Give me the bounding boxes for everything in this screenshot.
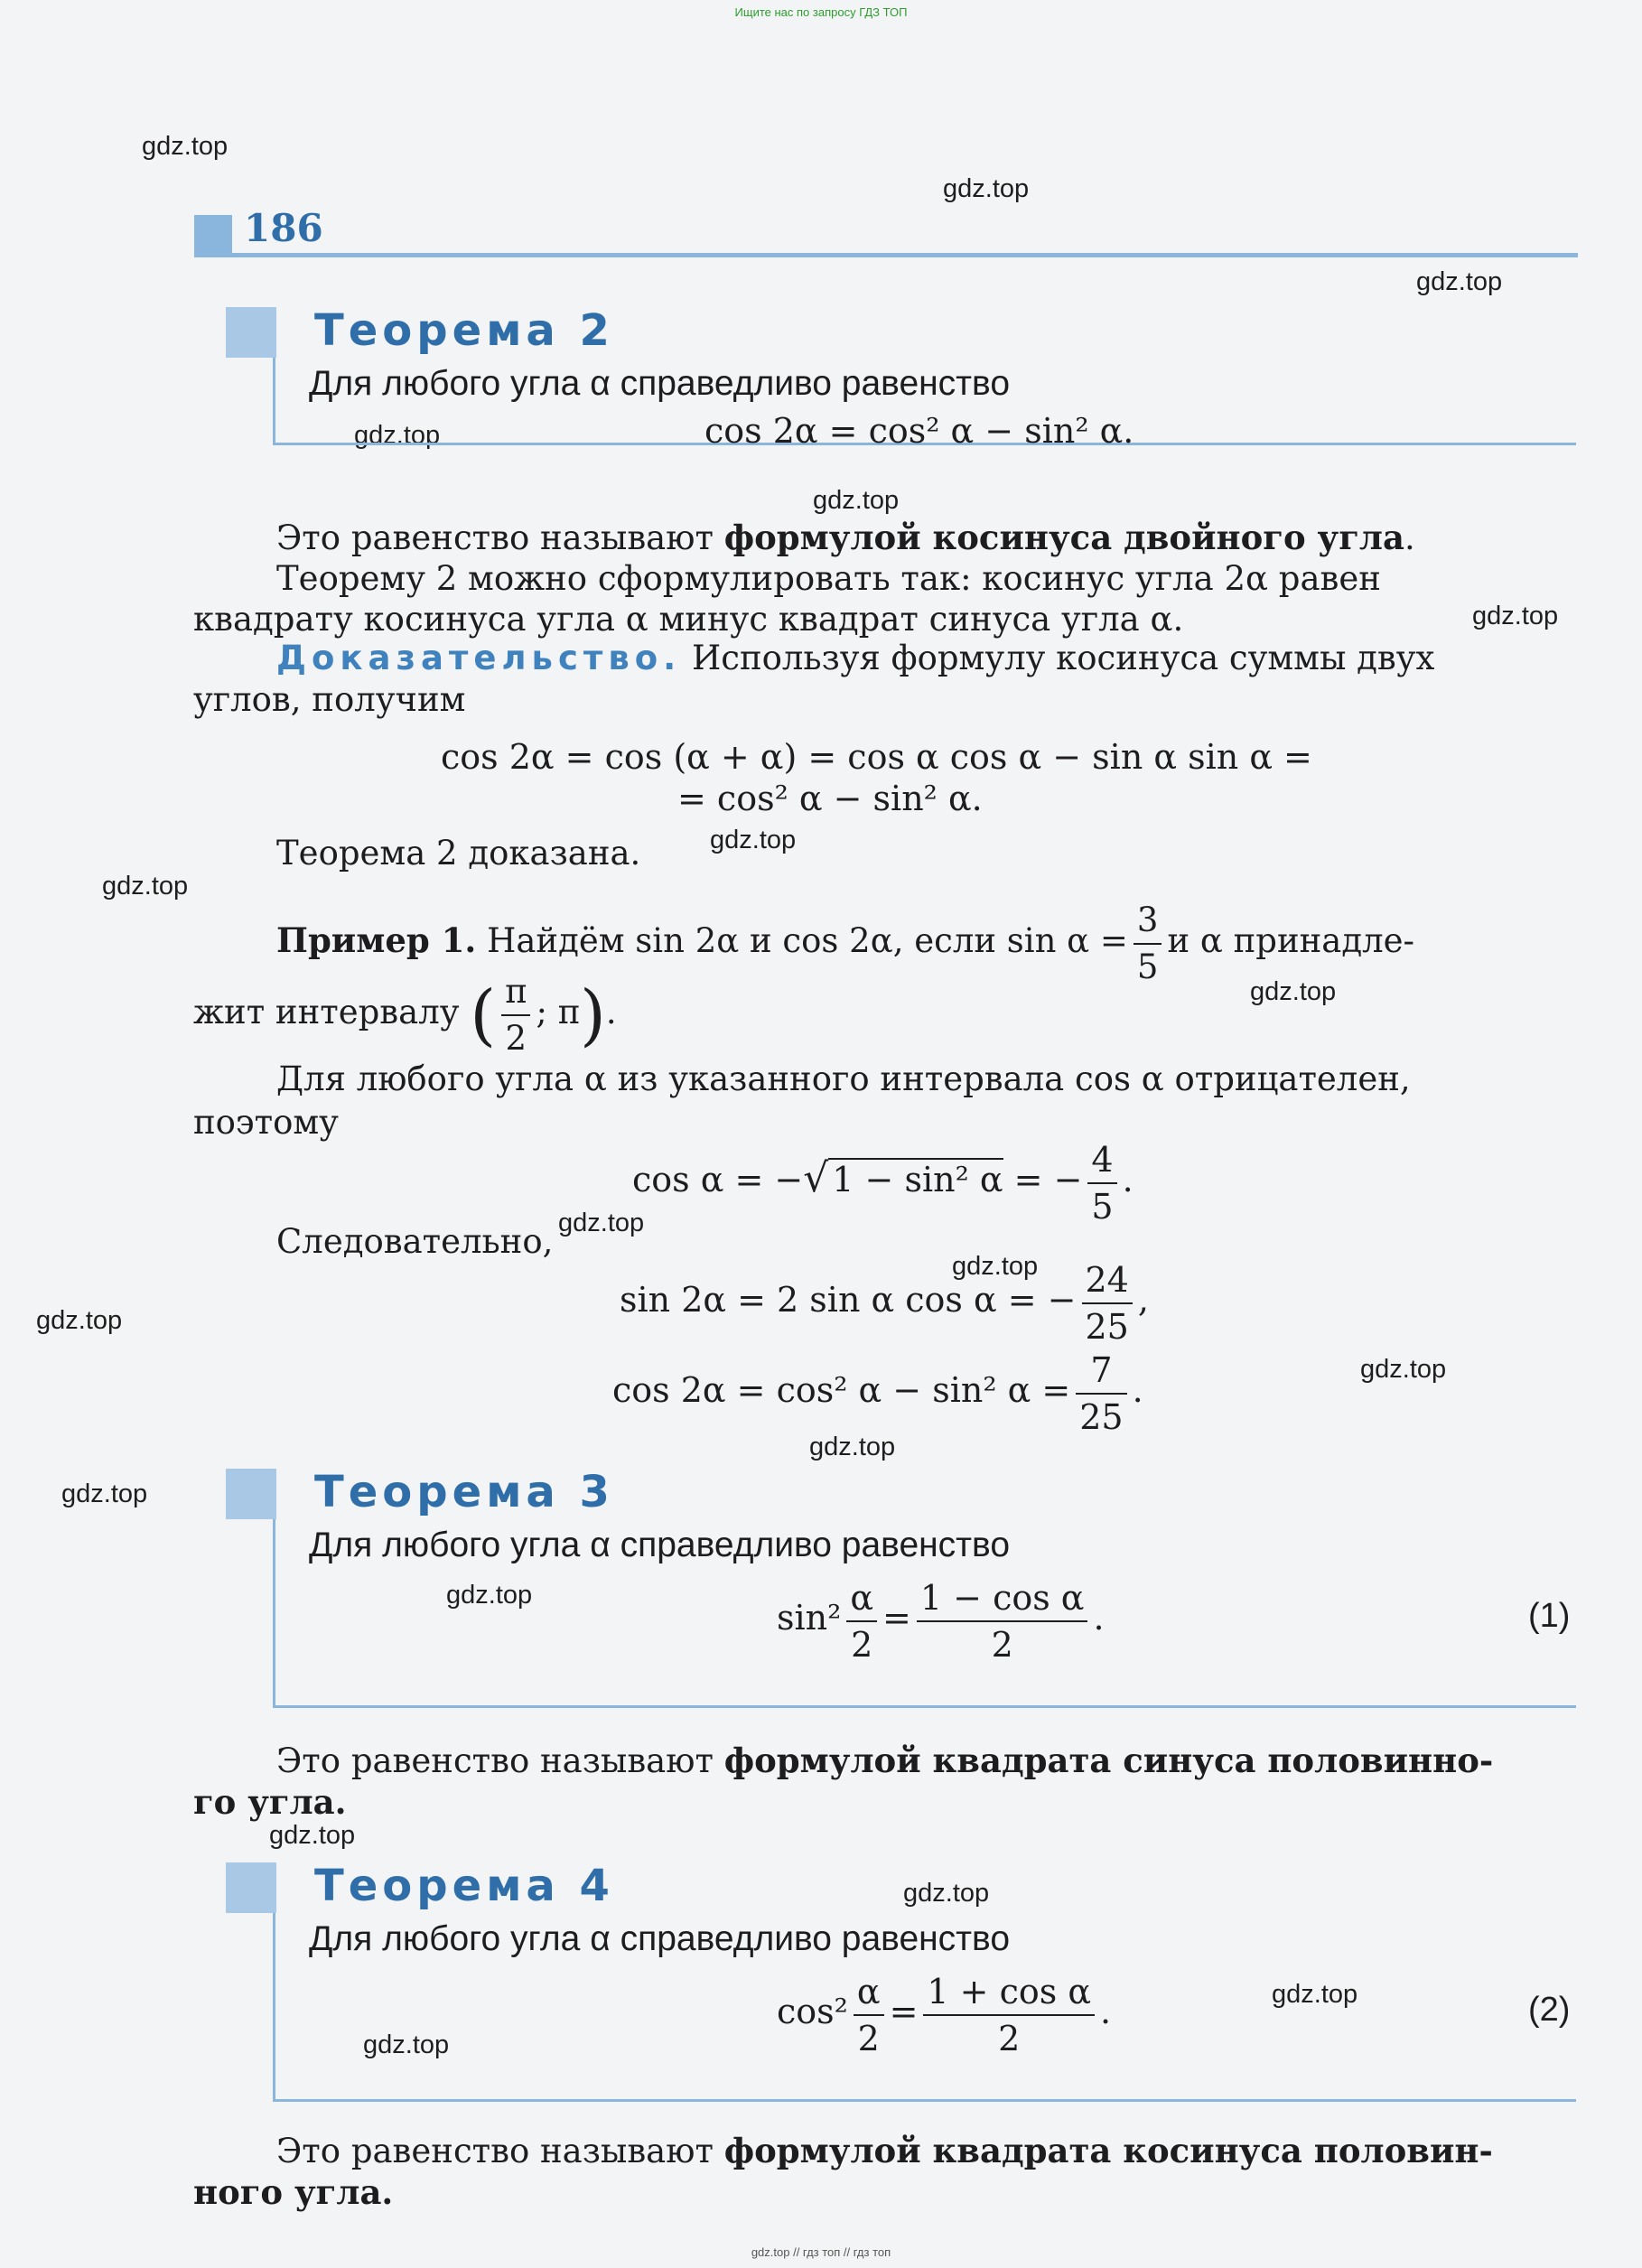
text: cos α = − [632, 1160, 804, 1199]
watermark: gdz.top [269, 1821, 356, 1850]
sin2-formula [620, 1250, 1149, 1349]
watermark: gdz.top [1360, 1355, 1447, 1384]
denominator: 25 [1079, 1396, 1124, 1437]
sqrt-content: 1 − sin² α [828, 1158, 1003, 1199]
equation-number: (1) [1528, 1597, 1571, 1635]
text: Это равенство называют [276, 518, 724, 557]
text: sin² [777, 1598, 842, 1638]
text: . [1093, 1598, 1105, 1638]
fraction [917, 1575, 1088, 1667]
fraction [846, 1575, 877, 1667]
text: . [1404, 518, 1415, 557]
watermark: gdz.top [1250, 977, 1337, 1006]
numerator: 3 [1134, 898, 1162, 945]
equation-number: (2) [1528, 1991, 1571, 2029]
proof-label: Доказательство. [276, 639, 682, 677]
denominator: 2 [991, 1624, 1013, 1665]
text: жит интервалу [193, 993, 460, 1031]
text: = [882, 1598, 911, 1638]
numerator: 1 − cos α [917, 1575, 1088, 1622]
cos-formula [632, 1129, 1134, 1229]
text: Найдём sin 2α и cos 2α, если sin α = [476, 921, 1128, 960]
watermark: gdz.top [1472, 602, 1559, 630]
cos2-formula [612, 1340, 1143, 1440]
numerator: 1 + cos α [923, 1969, 1095, 2016]
term: формулой косинуса двойного угла [723, 518, 1404, 557]
watermark: gdz.top [710, 826, 797, 854]
bracket: ( [470, 975, 497, 1054]
fraction [501, 969, 530, 1061]
watermark: gdz.top [1272, 1980, 1358, 2009]
denominator: 25 [1085, 1306, 1129, 1347]
watermark: gdz.top [61, 1479, 148, 1508]
fraction [1076, 1348, 1126, 1440]
paragraph-line: поэтому [193, 1103, 339, 1142]
paragraph-line: Следовательно, [276, 1222, 554, 1261]
term: формулой квадрата синуса половинно- [723, 1741, 1494, 1780]
term: формулой квадрата косинуса половин- [723, 2131, 1493, 2170]
numerator: π [501, 969, 530, 1016]
watermark: gdz.top [903, 1879, 990, 1908]
text: и α принадле- [1167, 921, 1415, 960]
fraction [923, 1969, 1095, 2061]
text: . [605, 993, 617, 1031]
watermark: gdz.top [354, 421, 441, 450]
page-marker [194, 215, 232, 253]
theorem-2-title: Теорема 2 [314, 305, 614, 356]
theorem-4-marker [226, 1862, 276, 1913]
theorem-3-title: Теорема 3 [314, 1467, 614, 1517]
watermark: gdz.top [102, 872, 189, 901]
example-label: Пример 1. [276, 920, 477, 960]
theorem-2-marker [226, 307, 276, 358]
watermark: gdz.top [813, 486, 900, 515]
proof-formula: cos 2α = cos (α + α) = cos α cos α − sin α sin α = [441, 737, 1312, 777]
text: Это равенство называют [276, 2132, 724, 2170]
header-rule [194, 253, 1578, 257]
text: ; π [536, 993, 580, 1031]
proof-line [276, 638, 1434, 679]
text: cos² [777, 1992, 848, 2031]
numerator: 24 [1082, 1257, 1133, 1304]
theorem-4-formula [777, 1962, 1111, 2061]
text: = [889, 1992, 919, 2031]
denominator: 2 [851, 1624, 873, 1665]
text: sin 2α = 2 sin α cos α = − [620, 1280, 1077, 1320]
bottom-banner: gdz.top // гдз топ // гдз топ [751, 2245, 891, 2259]
proof-formula: = cos² α − sin² α. [677, 779, 983, 818]
watermark: gdz.top [952, 1252, 1039, 1281]
term-continuation: го угла. [193, 1782, 347, 1822]
paragraph-line: углов, получим [193, 680, 466, 719]
theorem-3-statement: Для любого угла α справедливо равенство [309, 1526, 1011, 1564]
fraction [1082, 1257, 1133, 1349]
watermark: gdz.top [363, 2030, 450, 2059]
text: cos 2α = cos² α − sin² α = [612, 1370, 1071, 1410]
text: . [1122, 1160, 1134, 1199]
text: , [1137, 1280, 1149, 1320]
definition-paragraph [276, 517, 1415, 559]
watermark: gdz.top [36, 1306, 123, 1335]
watermark: gdz.top [142, 132, 229, 161]
watermark: gdz.top [943, 174, 1030, 203]
watermark: gdz.top [558, 1209, 645, 1237]
theorem-3-marker [226, 1469, 276, 1519]
page-number: 186 [244, 206, 323, 250]
bracket: ) [579, 975, 606, 1054]
term-continuation: ного угла. [193, 2172, 394, 2212]
denominator: 2 [998, 2018, 1021, 2058]
paragraph-line: Теорему 2 можно сформулировать так: косинус угла 2α равен [276, 559, 1381, 598]
proof-end: Теорема 2 доказана. [276, 834, 641, 873]
fraction [1087, 1137, 1116, 1229]
theorem-4-title: Теорема 4 [314, 1861, 614, 1911]
theorem-3-formula [777, 1568, 1105, 1667]
text: Это равенство называют [276, 1741, 724, 1780]
definition-paragraph [276, 2130, 1493, 2172]
text: . [1100, 1992, 1112, 2031]
sqrt-sign: √ [803, 1155, 829, 1201]
watermark: gdz.top [1416, 267, 1503, 296]
denominator: 2 [857, 2018, 880, 2058]
text: . [1132, 1370, 1143, 1410]
numerator: α [846, 1575, 877, 1622]
fraction [1134, 898, 1162, 990]
numerator: 7 [1076, 1348, 1126, 1395]
numerator: 4 [1087, 1137, 1116, 1184]
text: Используя формулу косинуса суммы двух [681, 639, 1435, 677]
watermark: gdz.top [809, 1433, 896, 1461]
text: = − [1003, 1160, 1083, 1199]
numerator: α [854, 1969, 884, 2016]
example-line-2 [193, 963, 617, 1062]
denominator: 5 [1136, 947, 1159, 986]
theorem-2-statement: Для любого угла α справедливо равенство [309, 364, 1011, 403]
top-banner: Ищите нас по запросу ГДЗ ТОП [734, 5, 908, 19]
watermark: gdz.top [446, 1581, 533, 1610]
paragraph-line: квадрату косинуса угла α минус квадрат синуса угла α. [193, 600, 1184, 639]
denominator: 2 [505, 1018, 527, 1058]
theorem-2-formula: cos 2α = cos² α − sin² α. [704, 411, 1134, 451]
paragraph-line: Для любого угла α из указанного интервала cos α отрицателен, [276, 1059, 1411, 1098]
theorem-4-statement: Для любого угла α справедливо равенство [309, 1919, 1011, 1958]
definition-paragraph [276, 1740, 1493, 1782]
denominator: 5 [1091, 1186, 1114, 1227]
fraction [854, 1969, 884, 2061]
